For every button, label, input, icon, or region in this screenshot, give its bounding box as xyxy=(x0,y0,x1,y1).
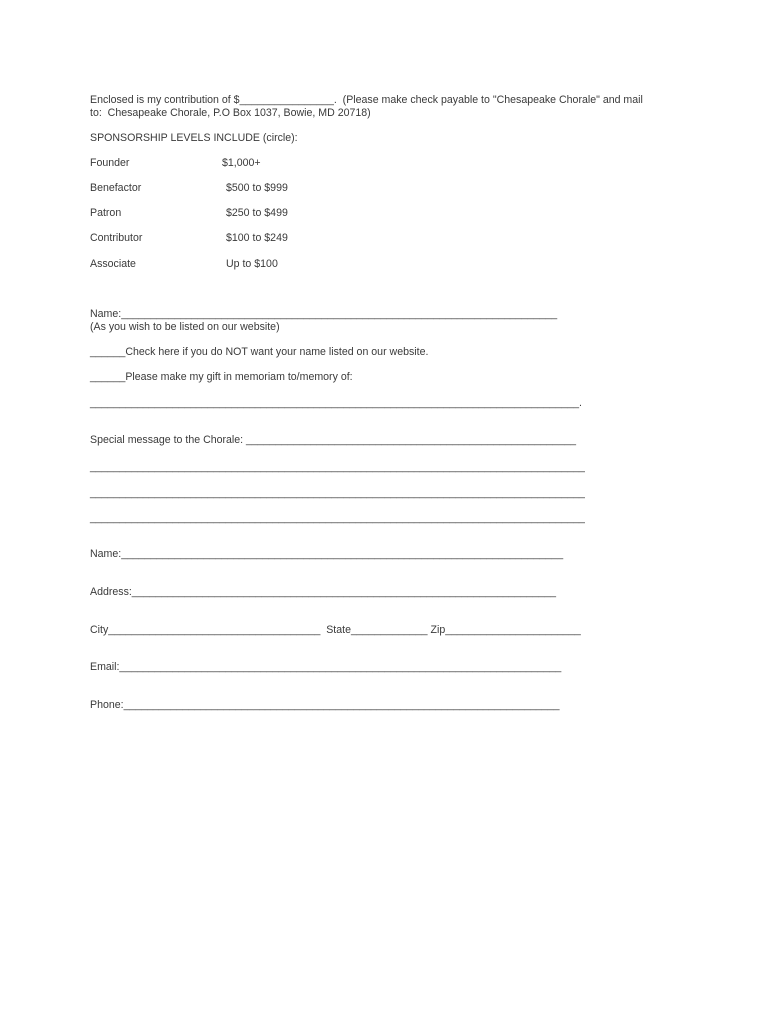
level-contributor-name: Contributor xyxy=(90,232,143,244)
special-message-line-1[interactable]: ____________________________________________________________________________________ xyxy=(90,461,585,473)
special-message-field[interactable]: Special message to the Chorale: ________________________________________________________ xyxy=(90,434,576,446)
contact-phone-field[interactable]: Phone:__________________________________________________________________________ xyxy=(90,699,560,711)
contribution-line-2: to: Chesapeake Chorale, P.O Box 1037, Bowie, MD 20718) xyxy=(90,107,371,119)
level-benefactor-name: Benefactor xyxy=(90,182,142,194)
level-founder-amount: $1,000+ xyxy=(222,157,261,169)
level-patron-name: Patron xyxy=(90,207,122,219)
special-message-line-2[interactable]: ____________________________________________________________________________________ xyxy=(90,487,585,499)
level-associate-name: Associate xyxy=(90,258,136,270)
level-founder-name: Founder xyxy=(90,157,130,169)
level-patron-amount: $250 to $499 xyxy=(226,207,288,219)
level-benefactor-amount: $500 to $999 xyxy=(226,182,288,194)
contact-name-field[interactable]: Name:___________________________________________________________________________ xyxy=(90,548,564,560)
listing-name-note: (As you wish to be listed on our website) xyxy=(90,321,280,333)
level-contributor-amount: $100 to $249 xyxy=(226,232,288,244)
contribution-line-1: Enclosed is my contribution of $________________. (Please make check payable to "Chesapeake Chorale" and mail xyxy=(90,94,643,106)
sponsorship-heading: SPONSORSHIP LEVELS INCLUDE (circle): xyxy=(90,132,298,144)
contact-city-state-zip-field[interactable]: City____________________________________ State_____________ Zip_______________________ xyxy=(90,624,581,636)
level-associate-amount: Up to $100 xyxy=(226,258,278,270)
contact-email-field[interactable]: Email:___________________________________________________________________________ xyxy=(90,661,562,673)
listing-name-field[interactable]: Name:__________________________________________________________________________ xyxy=(90,308,558,320)
no-list-checkbox-line[interactable]: ______Check here if you do NOT want your name listed on our website. xyxy=(90,346,429,358)
contact-address-field[interactable]: Address:________________________________________________________________________ xyxy=(90,586,557,598)
memoriam-field[interactable]: ___________________________________________________________________________________. xyxy=(90,397,582,409)
special-message-line-3[interactable]: ____________________________________________________________________________________ xyxy=(90,512,585,524)
memoriam-checkbox-line[interactable]: ______Please make my gift in memoriam to/memory of: xyxy=(90,371,353,383)
